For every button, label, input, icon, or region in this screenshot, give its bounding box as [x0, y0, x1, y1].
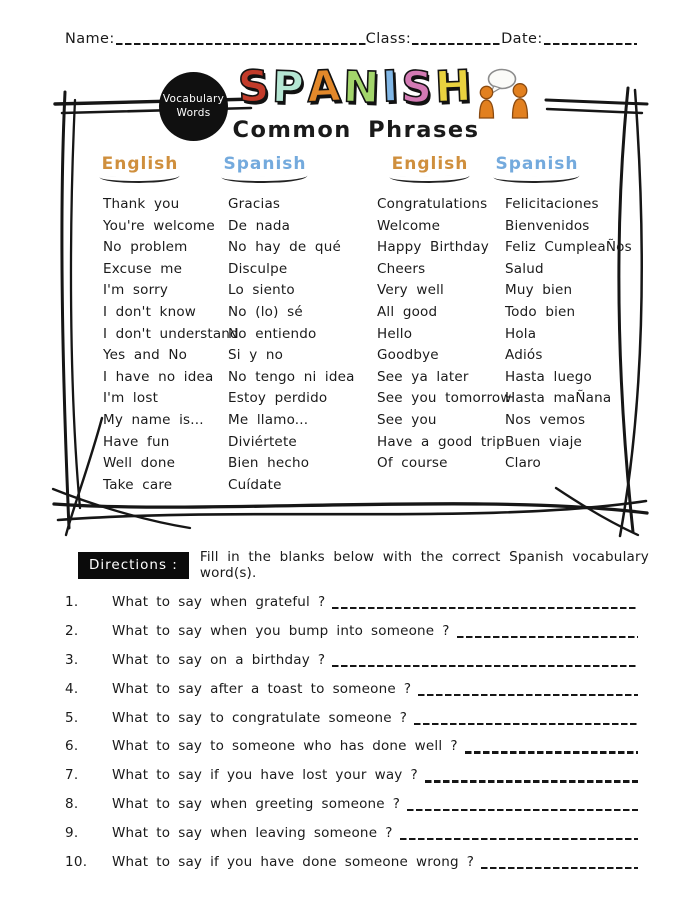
question-number: 1.	[65, 594, 79, 610]
badge-line1: Vocabulary	[162, 92, 225, 105]
question-text: What to say when greeting someone ?	[112, 796, 401, 813]
vocab-term: No problem	[103, 239, 188, 256]
question-text: What to say if you have lost your way ?	[112, 767, 418, 784]
directions-row	[78, 549, 664, 581]
spanish-letter: P	[271, 62, 308, 114]
vocab-term: I'm sorry	[103, 282, 169, 299]
vocab-term: Bienvenidos	[505, 217, 590, 234]
vocab-term: No hay de qué	[228, 239, 341, 256]
question-text: What to say when grateful ?	[112, 594, 326, 610]
question-number: 10.	[65, 854, 88, 871]
answer-blank	[332, 607, 638, 609]
vocab-term: Yes and No	[103, 347, 188, 364]
question-text: What to say when you bump into someone ?	[112, 622, 450, 639]
answer-blank	[414, 723, 638, 725]
name-label: Name:	[65, 31, 115, 47]
spanish-letter: H	[433, 61, 475, 113]
vocab-column-header: English	[392, 154, 469, 183]
vocab-term: Diviértete	[228, 433, 297, 450]
vocab-term: Muy bien	[505, 282, 573, 299]
speaking-people-icon	[477, 68, 535, 120]
answer-blank	[400, 838, 638, 840]
answer-blank	[457, 636, 638, 638]
name-blank	[116, 43, 366, 45]
vocab-term: I'm lost	[103, 390, 159, 407]
vocab-term: Gracias	[228, 196, 281, 212]
spanish-letter: S	[237, 61, 274, 113]
vocab-term: Buen viaje	[505, 433, 583, 450]
vocab-term: Bien hecho	[228, 455, 310, 472]
vocab-term: No (lo) sé	[228, 303, 303, 320]
vocab-term: No tengo ni idea	[228, 368, 355, 385]
answer-blank	[465, 751, 638, 753]
question-row	[65, 681, 638, 710]
question-row	[65, 652, 638, 681]
date-label: Date:	[501, 31, 543, 47]
vocab-column-header: English	[102, 154, 179, 183]
vocab-term: Cuídate	[228, 476, 282, 493]
vocab-term: Very well	[377, 282, 444, 299]
date-blank	[544, 43, 637, 45]
answer-blank	[332, 665, 638, 667]
question-row	[65, 710, 638, 739]
vocab-term: Salud	[505, 260, 544, 277]
vocab-term: See you tomorrow	[377, 390, 512, 407]
vocab-term: Congratulations	[377, 196, 488, 212]
directions-text: Fill in the blanks below with the correct Spanish vocabulary word(s).	[199, 549, 649, 581]
vocab-term: Have a good trip	[377, 433, 505, 450]
question-text: What to say if you have done someone wrong ?	[112, 854, 475, 871]
question-text: What to say when leaving someone ?	[112, 825, 393, 842]
answer-blank	[418, 694, 638, 696]
vocab-term: Thank you	[103, 196, 180, 212]
vocab-term: I have no idea	[103, 368, 214, 385]
vocab-term: Take care	[103, 476, 173, 493]
question-number: 9.	[65, 825, 79, 842]
vocab-term: Excuse me	[103, 260, 183, 277]
vocab-term: You're welcome	[103, 217, 215, 234]
vocab-term: Welcome	[377, 217, 441, 234]
vocab-term: Nos vemos	[505, 411, 586, 428]
vocab-board	[58, 88, 644, 536]
question-row	[65, 738, 638, 767]
answer-blank	[425, 780, 638, 782]
vocab-term: Felicitaciones	[505, 196, 599, 212]
question-number: 8.	[65, 796, 79, 813]
vocab-term: Hola	[505, 325, 537, 342]
question-number: 2.	[65, 622, 79, 639]
spanish-letter: S	[400, 62, 436, 114]
question-text: What to say to congratulate someone ?	[112, 709, 408, 726]
vocab-column-spanish-right	[505, 194, 632, 475]
vocab-term: Todo bien	[505, 303, 576, 320]
vocab-term: My name is...	[103, 411, 204, 428]
vocab-term: Have fun	[103, 433, 170, 450]
vocab-term: Lo siento	[228, 282, 295, 299]
vocab-term: Hasta maÑana	[505, 390, 612, 407]
vocab-term: No entiendo	[228, 325, 317, 342]
vocab-term: See ya later	[377, 368, 469, 385]
question-number: 3.	[65, 651, 79, 668]
vocab-term: Claro	[505, 455, 541, 472]
question-row	[65, 623, 638, 652]
vocab-column-spanish-left	[228, 194, 355, 496]
spanish-letter: A	[305, 61, 344, 113]
question-row	[65, 825, 638, 854]
vocab-column-header: Spanish	[223, 154, 306, 183]
question-row	[65, 854, 638, 883]
vocab-term: Cheers	[377, 260, 426, 277]
class-label: Class:	[365, 31, 412, 47]
question-number: 5.	[65, 709, 79, 726]
answer-blank	[407, 809, 638, 811]
question-row	[65, 796, 638, 825]
question-text: What to say to someone who has done well ?	[112, 738, 458, 755]
vocab-term: Adiós	[505, 347, 543, 364]
vocab-term: I don't know	[103, 303, 197, 320]
vocab-term: Estoy perdido	[228, 390, 328, 407]
vocab-column-english-left	[103, 194, 239, 496]
name-class-date-row	[65, 31, 637, 47]
vocab-column-header: Spanish	[495, 154, 578, 183]
vocab-term: Me llamo...	[228, 411, 309, 428]
class-blank	[412, 43, 501, 45]
questions-list	[65, 594, 638, 883]
page-title: Common Phrases	[232, 117, 480, 143]
vocab-term: All good	[377, 303, 438, 320]
vocab-term: Si y no	[228, 347, 284, 364]
question-row	[65, 594, 638, 623]
vocab-term: Goodbye	[377, 347, 439, 364]
vocab-term: See you	[377, 411, 437, 428]
vocab-term: Hasta luego	[505, 368, 592, 385]
question-row	[65, 767, 638, 796]
question-text: What to say on a birthday ?	[112, 651, 326, 668]
vocab-term: Of course	[377, 455, 448, 472]
question-number: 4.	[65, 680, 79, 697]
badge-line2: Words	[176, 106, 211, 119]
vocab-term: De nada	[228, 217, 291, 234]
question-text: What to say after a toast to someone ?	[112, 680, 412, 697]
vocab-term: Happy Birthday	[377, 239, 489, 256]
vocab-term: Well done	[103, 455, 176, 472]
vocab-term: Disculpe	[228, 260, 288, 277]
vocab-term: I don't understand	[103, 325, 239, 342]
vocab-term: Hello	[377, 325, 413, 342]
vocab-column-english-right	[377, 194, 512, 475]
spanish-word	[238, 62, 474, 112]
vocab-term: Feliz CumpleaÑos	[505, 239, 632, 256]
spanish-letter: N	[342, 62, 383, 114]
question-number: 6.	[65, 738, 79, 755]
vocabulary-words-badge	[159, 72, 228, 141]
spanish-letter: I	[380, 61, 402, 113]
question-number: 7.	[65, 767, 79, 784]
directions-label: Directions :	[78, 552, 189, 579]
answer-blank	[481, 867, 638, 869]
